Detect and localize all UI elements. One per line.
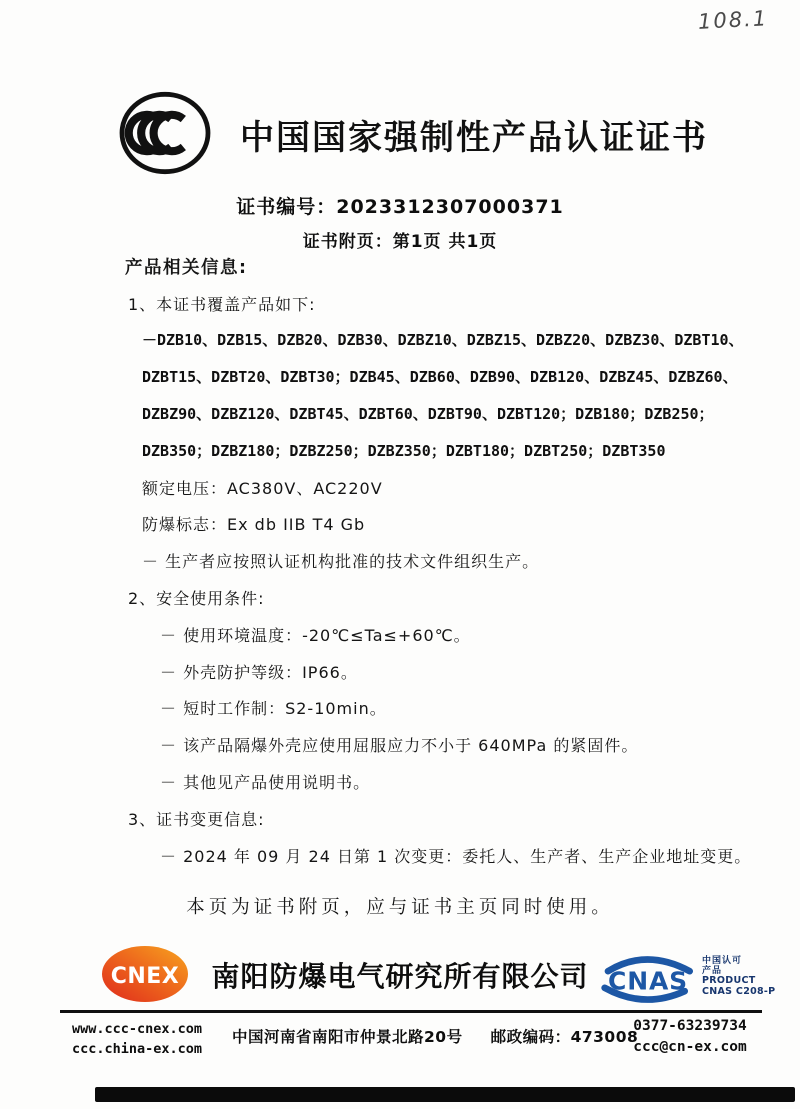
appendix-usage-note: 本页为证书附页，应与证书主页同时使用。 <box>186 897 614 918</box>
product-info-block <box>125 248 752 874</box>
cnas-caption-line: 产品 <box>702 966 723 977</box>
certificate-number-line <box>0 192 800 219</box>
section-3-title: 3、证书变更信息: <box>128 809 265 829</box>
contact-websites <box>72 1019 202 1059</box>
ccc-certification-mark-icon <box>117 90 213 176</box>
company-name: 南阳防爆电气研究所有限公司 <box>211 960 589 993</box>
cnas-accreditation-block <box>598 946 776 1008</box>
section-1-title: 1、本证书覆盖产品如下: <box>128 294 316 314</box>
handwritten-page-number: 108.1 <box>697 6 769 34</box>
cnas-logo-label: CNAS <box>608 966 688 996</box>
cnas-caption <box>702 956 775 999</box>
ex-marking-line: 防爆标志：Ex db IIB T4 Gb <box>142 515 366 535</box>
phone-number: 0377-63239734 <box>633 1018 747 1034</box>
contact-address-line <box>232 1025 638 1047</box>
document-title: 中国国家强制性产品认证证书 <box>240 118 708 158</box>
postal-code: 邮政编码：473008 <box>490 1028 639 1046</box>
company-address: 中国河南省南阳市仲景北路20号 <box>232 1028 463 1046</box>
footer-divider <box>60 1010 762 1013</box>
product-models-line: －DZB10、DZB15、DZB20、DZB30、DZBZ10、DZBZ15、DZBZ20、DZBZ30、DZBT10、 <box>142 331 744 350</box>
scan-artifact-bar <box>95 1087 795 1102</box>
certificate-number-value: 2023312307000371 <box>336 196 564 218</box>
cnex-logo-label: CNEX <box>110 964 180 989</box>
change-record-line: － 2024 年 09 月 24 日第 1 次变更：委托人、生产者、生产企业地址变更。 <box>160 846 752 866</box>
section-2-title: 2、安全使用条件: <box>128 589 265 609</box>
certificate-number-label: 证书编号： <box>236 196 337 218</box>
safety-condition-line: － 其他见产品使用说明书。 <box>160 773 371 793</box>
product-models-line: DZB350；DZBZ180；DZBZ250；DZBZ350；DZBT180；DZBT250；DZBT350 <box>142 441 666 460</box>
cnas-logo-icon <box>598 949 698 1005</box>
section-heading: 产品相关信息: <box>125 257 248 278</box>
safety-condition-line: － 短时工作制：S2-10min。 <box>160 699 387 719</box>
certificate-pages-value: 第1页 共1页 <box>392 232 498 252</box>
safety-condition-line: － 外壳防护等级：IP66。 <box>160 662 358 682</box>
rated-voltage-line: 额定电压：AC380V、AC220V <box>142 478 383 498</box>
safety-condition-line: － 使用环境温度：-20℃≤Ta≤+60℃。 <box>160 625 471 645</box>
cnas-caption-line: 中国认可 <box>702 955 743 966</box>
email-address: ccc@cn-ex.com <box>633 1039 747 1055</box>
cnas-caption-line: PRODUCT <box>702 975 756 987</box>
cnas-caption-line: CNAS C208-P <box>702 986 776 998</box>
product-models-line: DZBT15、DZBT20、DZBT30；DZB45、DZB60、DZB90、DZB120、DZBZ45、DZBZ60、 <box>142 368 738 387</box>
website-url: www.ccc-cnex.com <box>72 1021 203 1037</box>
product-models-line: DZBZ90、DZBZ120、DZBT45、DZBT60、DZBT90、DZBT120；DZB180；DZB250； <box>142 405 714 424</box>
contact-phone-email <box>615 1016 765 1058</box>
website-url: ccc.china-ex.com <box>72 1041 203 1057</box>
certificate-pages-label: 证书附页： <box>302 232 393 252</box>
safety-condition-line: － 该产品隔爆外壳应使用屈服应力不小于 640MPa 的紧固件。 <box>160 736 639 756</box>
producer-note-line: － 生产者应按照认证机构批准的技术文件组织生产。 <box>142 552 540 572</box>
